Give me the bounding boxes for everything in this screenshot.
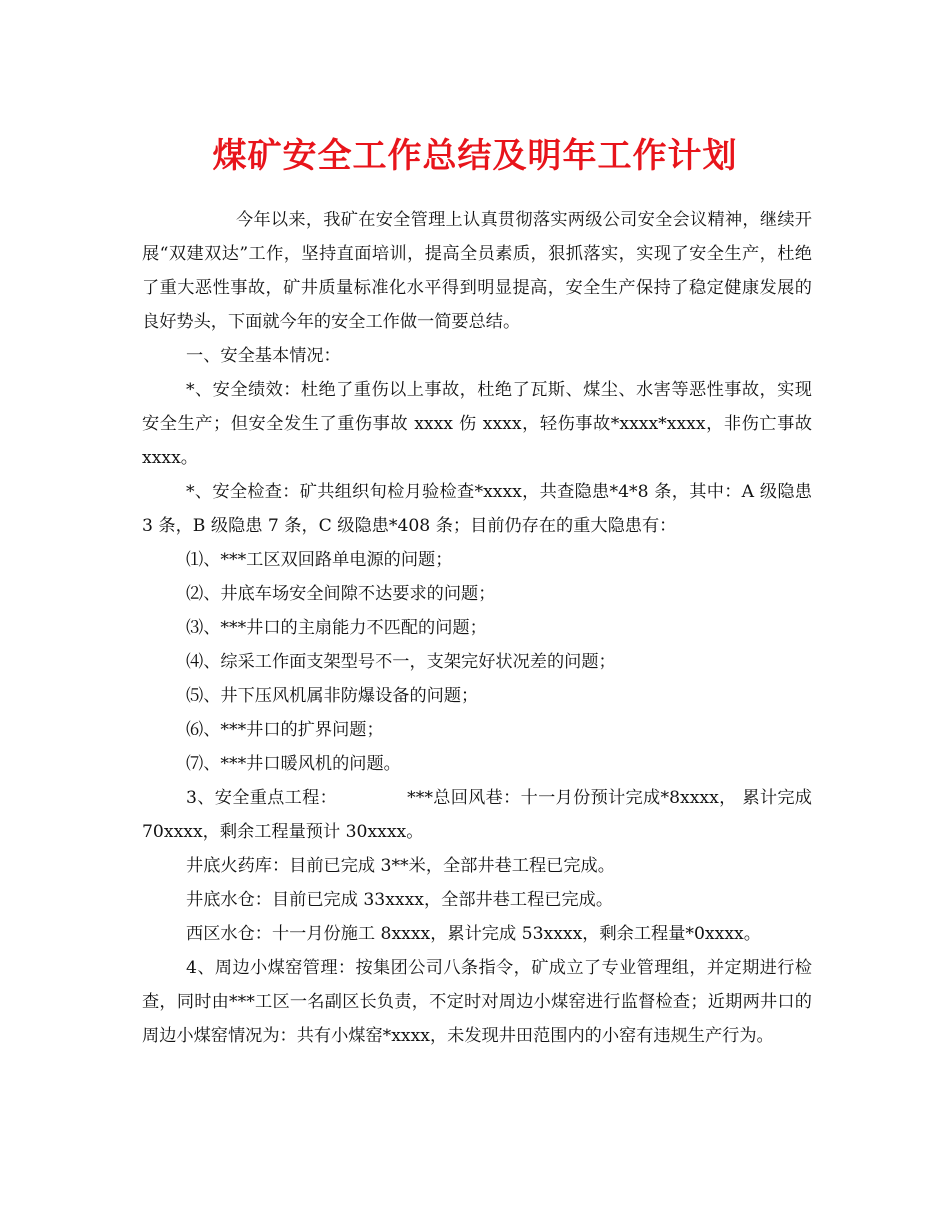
hazard-item: ⑺、***井口暖风机的问题。	[186, 754, 401, 774]
west-sump-paragraph: 西区水仓：十一月份施工 8xxxx，累计完成 53xxxx，剩余工程量*0xxxx。	[186, 924, 761, 944]
hazard-item: ⑸、井下压风机属非防爆设备的问题；	[186, 686, 479, 706]
key-projects-text: ***总回风巷：十一月份预计完成*8xxxx， 累计完成 70xxxx，剩余工程量预计 30xxxx。	[142, 788, 812, 842]
sump-paragraph: 井底水仓：目前已完成 33xxxx，全部井巷工程已完成。	[186, 890, 614, 910]
performance-paragraph: *、安全绩效：杜绝了重伤以上事故，杜绝了瓦斯、煤尘、水害等恶性事故，实现安全生产；但安全发生了重伤事故 xxxx 伤 xxxx，轻伤事故*xxxx*xxxx，非伤亡事故 xxxx。	[142, 380, 812, 468]
key-projects-label: 3、安全重点工程：	[186, 788, 338, 808]
document-body	[142, 203, 812, 1053]
small-mines-paragraph: 4、周边小煤窑管理：按集团公司八条指令，矿成立了专业管理组，并定期进行检查，同时由***工区一名副区长负责，不定时对周边小煤窑进行监督检查；近期两井口的周边小煤窑情况为：共有小煤窑*xxxx，未发现井田范围内的小窑有违规生产行为。	[142, 958, 812, 1046]
hazard-item: ⑵、井底车场安全间隙不达要求的问题；	[186, 584, 496, 604]
section-heading: 一、安全基本情况：	[186, 346, 341, 366]
explosives-paragraph: 井底火药库：目前已完成 3**米，全部井巷工程已完成。	[186, 856, 615, 876]
intro-paragraph: 今年以来，我矿在安全管理上认真贯彻落实两级公司安全会议精神，继续开展“双建双达”工作，坚持直面培训，提高全员素质，狠抓落实，实现了安全生产，杜绝了重大恶性事故，矿井质量标准化水平得到明显提高，安全生产保持了稳定健康发展的良好势头，下面就今年的安全工作做一简要总结。	[142, 210, 812, 332]
inspection-paragraph: *、安全检查：矿共组织旬检月验检查*xxxx，共查隐患*4*8 条，其中：A 级隐患 3 条，B 级隐患 7 条，C 级隐患*408 条；目前仍存在的重大隐患有：	[142, 482, 812, 536]
hazard-item: ⑶、***井口的主扇能力不匹配的问题；	[186, 618, 487, 638]
hazard-item: ⑹、***井口的扩界问题；	[186, 720, 384, 740]
document-title: 煤矿安全工作总结及明年工作计划	[212, 136, 738, 176]
hazard-item: ⑴、***工区双回路单电源的问题；	[186, 550, 453, 570]
hazard-item: ⑷、综采工作面支架型号不一，支架完好状况差的问题；	[186, 652, 616, 672]
key-projects-paragraph	[142, 781, 812, 849]
